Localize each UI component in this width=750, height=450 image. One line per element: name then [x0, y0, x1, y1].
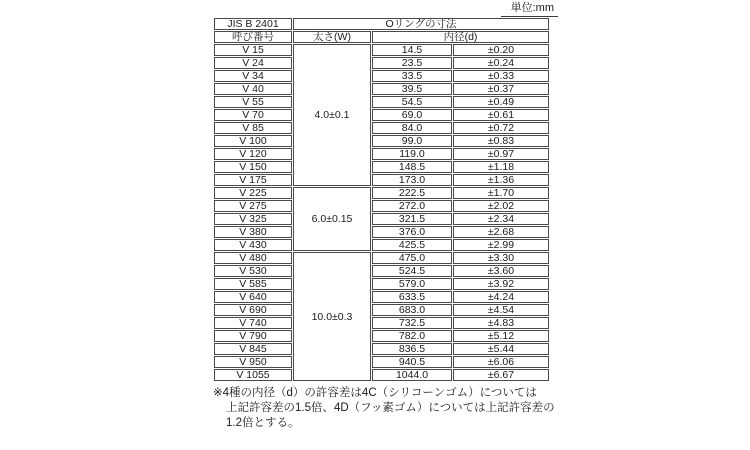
cell-inner-diameter: 54.5 — [372, 96, 452, 108]
cell-inner-diameter: 940.5 — [372, 356, 452, 368]
cell-call-number: V 24 — [214, 57, 292, 69]
oring-spec-table — [213, 17, 550, 382]
table-row — [214, 174, 549, 186]
cell-tolerance: ±2.99 — [453, 239, 549, 251]
cell-inner-diameter: 376.0 — [372, 226, 452, 238]
table-row — [214, 369, 549, 381]
header-call-number: 呼び番号 — [214, 31, 292, 43]
cell-tolerance: ±4.54 — [453, 304, 549, 316]
cell-inner-diameter: 524.5 — [372, 265, 452, 277]
cell-inner-diameter: 222.5 — [372, 187, 452, 199]
cell-call-number: V 845 — [214, 343, 292, 355]
cell-inner-diameter: 33.5 — [372, 70, 452, 82]
cell-tolerance: ±0.83 — [453, 135, 549, 147]
cell-tolerance: ±1.36 — [453, 174, 549, 186]
table-row — [214, 200, 549, 212]
cell-tolerance: ±4.83 — [453, 317, 549, 329]
table-row — [214, 265, 549, 277]
cell-inner-diameter: 782.0 — [372, 330, 452, 342]
table-row — [214, 135, 549, 147]
table-row — [214, 278, 549, 290]
cell-call-number: V 480 — [214, 252, 292, 264]
cell-call-number: V 530 — [214, 265, 292, 277]
cell-tolerance: ±0.33 — [453, 70, 549, 82]
cell-tolerance: ±1.18 — [453, 161, 549, 173]
cell-call-number: V 950 — [214, 356, 292, 368]
cell-thickness: 4.0±0.1 — [293, 44, 371, 186]
cell-tolerance: ±0.97 — [453, 148, 549, 160]
cell-inner-diameter: 475.0 — [372, 252, 452, 264]
table-row — [214, 356, 549, 368]
footnote — [213, 386, 555, 431]
cell-inner-diameter: 23.5 — [372, 57, 452, 69]
footnote-line: 1.2倍とする。 — [226, 417, 300, 429]
table-row — [214, 317, 549, 329]
cell-tolerance: ±5.12 — [453, 330, 549, 342]
cell-call-number: V 690 — [214, 304, 292, 316]
cell-inner-diameter: 425.5 — [372, 239, 452, 251]
cell-tolerance: ±3.60 — [453, 265, 549, 277]
table-row — [214, 239, 549, 251]
cell-inner-diameter: 836.5 — [372, 343, 452, 355]
table-row — [214, 187, 549, 199]
table-row — [214, 330, 549, 342]
footnote-line: ※4種の内径（d）の許容差は4C（シリコーンゴム）については — [213, 387, 537, 399]
table-row — [214, 226, 549, 238]
table-header — [214, 18, 549, 43]
header-thickness: 太さ(W) — [293, 31, 371, 43]
cell-tolerance: ±2.68 — [453, 226, 549, 238]
cell-tolerance: ±2.34 — [453, 213, 549, 225]
cell-inner-diameter: 14.5 — [372, 44, 452, 56]
cell-call-number: V 640 — [214, 291, 292, 303]
cell-tolerance: ±6.67 — [453, 369, 549, 381]
header-oring-dimensions: Oリングの寸法 — [293, 18, 549, 30]
cell-tolerance: ±1.70 — [453, 187, 549, 199]
table-row — [214, 252, 549, 264]
cell-thickness: 10.0±0.3 — [293, 252, 371, 381]
cell-call-number: V 100 — [214, 135, 292, 147]
cell-tolerance: ±5.44 — [453, 343, 549, 355]
table-row — [214, 83, 549, 95]
cell-call-number: V 15 — [214, 44, 292, 56]
table-row — [214, 122, 549, 134]
cell-call-number: V 120 — [214, 148, 292, 160]
cell-call-number: V 40 — [214, 83, 292, 95]
cell-inner-diameter: 119.0 — [372, 148, 452, 160]
table-row — [214, 96, 549, 108]
table-row — [214, 44, 549, 56]
table-row — [214, 57, 549, 69]
cell-call-number: V 380 — [214, 226, 292, 238]
cell-tolerance: ±2.02 — [453, 200, 549, 212]
footnote-line: 上記許容差の1.5倍、4D（フッ素ゴム）については上記許容差の — [226, 402, 555, 414]
table-row — [214, 291, 549, 303]
cell-tolerance: ±0.61 — [453, 109, 549, 121]
table-row — [214, 213, 549, 225]
cell-tolerance: ±3.92 — [453, 278, 549, 290]
cell-call-number: V 790 — [214, 330, 292, 342]
table-row — [214, 161, 549, 173]
cell-tolerance: ±4.24 — [453, 291, 549, 303]
cell-tolerance: ±0.20 — [453, 44, 549, 56]
cell-inner-diameter: 84.0 — [372, 122, 452, 134]
cell-call-number: V 150 — [214, 161, 292, 173]
cell-inner-diameter: 173.0 — [372, 174, 452, 186]
table-row — [214, 343, 549, 355]
table-body — [214, 44, 549, 381]
unit-label-text: 単位:mm — [501, 2, 558, 17]
cell-tolerance: ±6.06 — [453, 356, 549, 368]
cell-call-number: V 585 — [214, 278, 292, 290]
cell-thickness: 6.0±0.15 — [293, 187, 371, 251]
cell-call-number: V 275 — [214, 200, 292, 212]
cell-call-number: V 740 — [214, 317, 292, 329]
cell-call-number: V 175 — [214, 174, 292, 186]
table-row — [214, 109, 549, 121]
cell-call-number: V 225 — [214, 187, 292, 199]
cell-tolerance: ±3.30 — [453, 252, 549, 264]
cell-call-number: V 430 — [214, 239, 292, 251]
cell-inner-diameter: 633.5 — [372, 291, 452, 303]
cell-inner-diameter: 321.5 — [372, 213, 452, 225]
cell-call-number: V 85 — [214, 122, 292, 134]
cell-call-number: V 1055 — [214, 369, 292, 381]
cell-tolerance: ±0.37 — [453, 83, 549, 95]
header-row-2 — [214, 31, 549, 43]
table-row — [214, 148, 549, 160]
cell-inner-diameter: 579.0 — [372, 278, 452, 290]
header-row-1 — [214, 18, 549, 30]
cell-inner-diameter: 272.0 — [372, 200, 452, 212]
cell-tolerance: ±0.24 — [453, 57, 549, 69]
table-row — [214, 304, 549, 316]
cell-call-number: V 55 — [214, 96, 292, 108]
header-inner-diameter: 内径(d) — [372, 31, 549, 43]
cell-inner-diameter: 1044.0 — [372, 369, 452, 381]
unit-label — [213, 2, 558, 17]
cell-tolerance: ±0.72 — [453, 122, 549, 134]
cell-inner-diameter: 683.0 — [372, 304, 452, 316]
cell-inner-diameter: 39.5 — [372, 83, 452, 95]
cell-call-number: V 70 — [214, 109, 292, 121]
table-row — [214, 70, 549, 82]
cell-inner-diameter: 99.0 — [372, 135, 452, 147]
cell-tolerance: ±0.49 — [453, 96, 549, 108]
cell-call-number: V 325 — [214, 213, 292, 225]
cell-call-number: V 34 — [214, 70, 292, 82]
cell-inner-diameter: 69.0 — [372, 109, 452, 121]
cell-inner-diameter: 732.5 — [372, 317, 452, 329]
header-standard: JIS B 2401 — [214, 18, 292, 30]
cell-inner-diameter: 148.5 — [372, 161, 452, 173]
